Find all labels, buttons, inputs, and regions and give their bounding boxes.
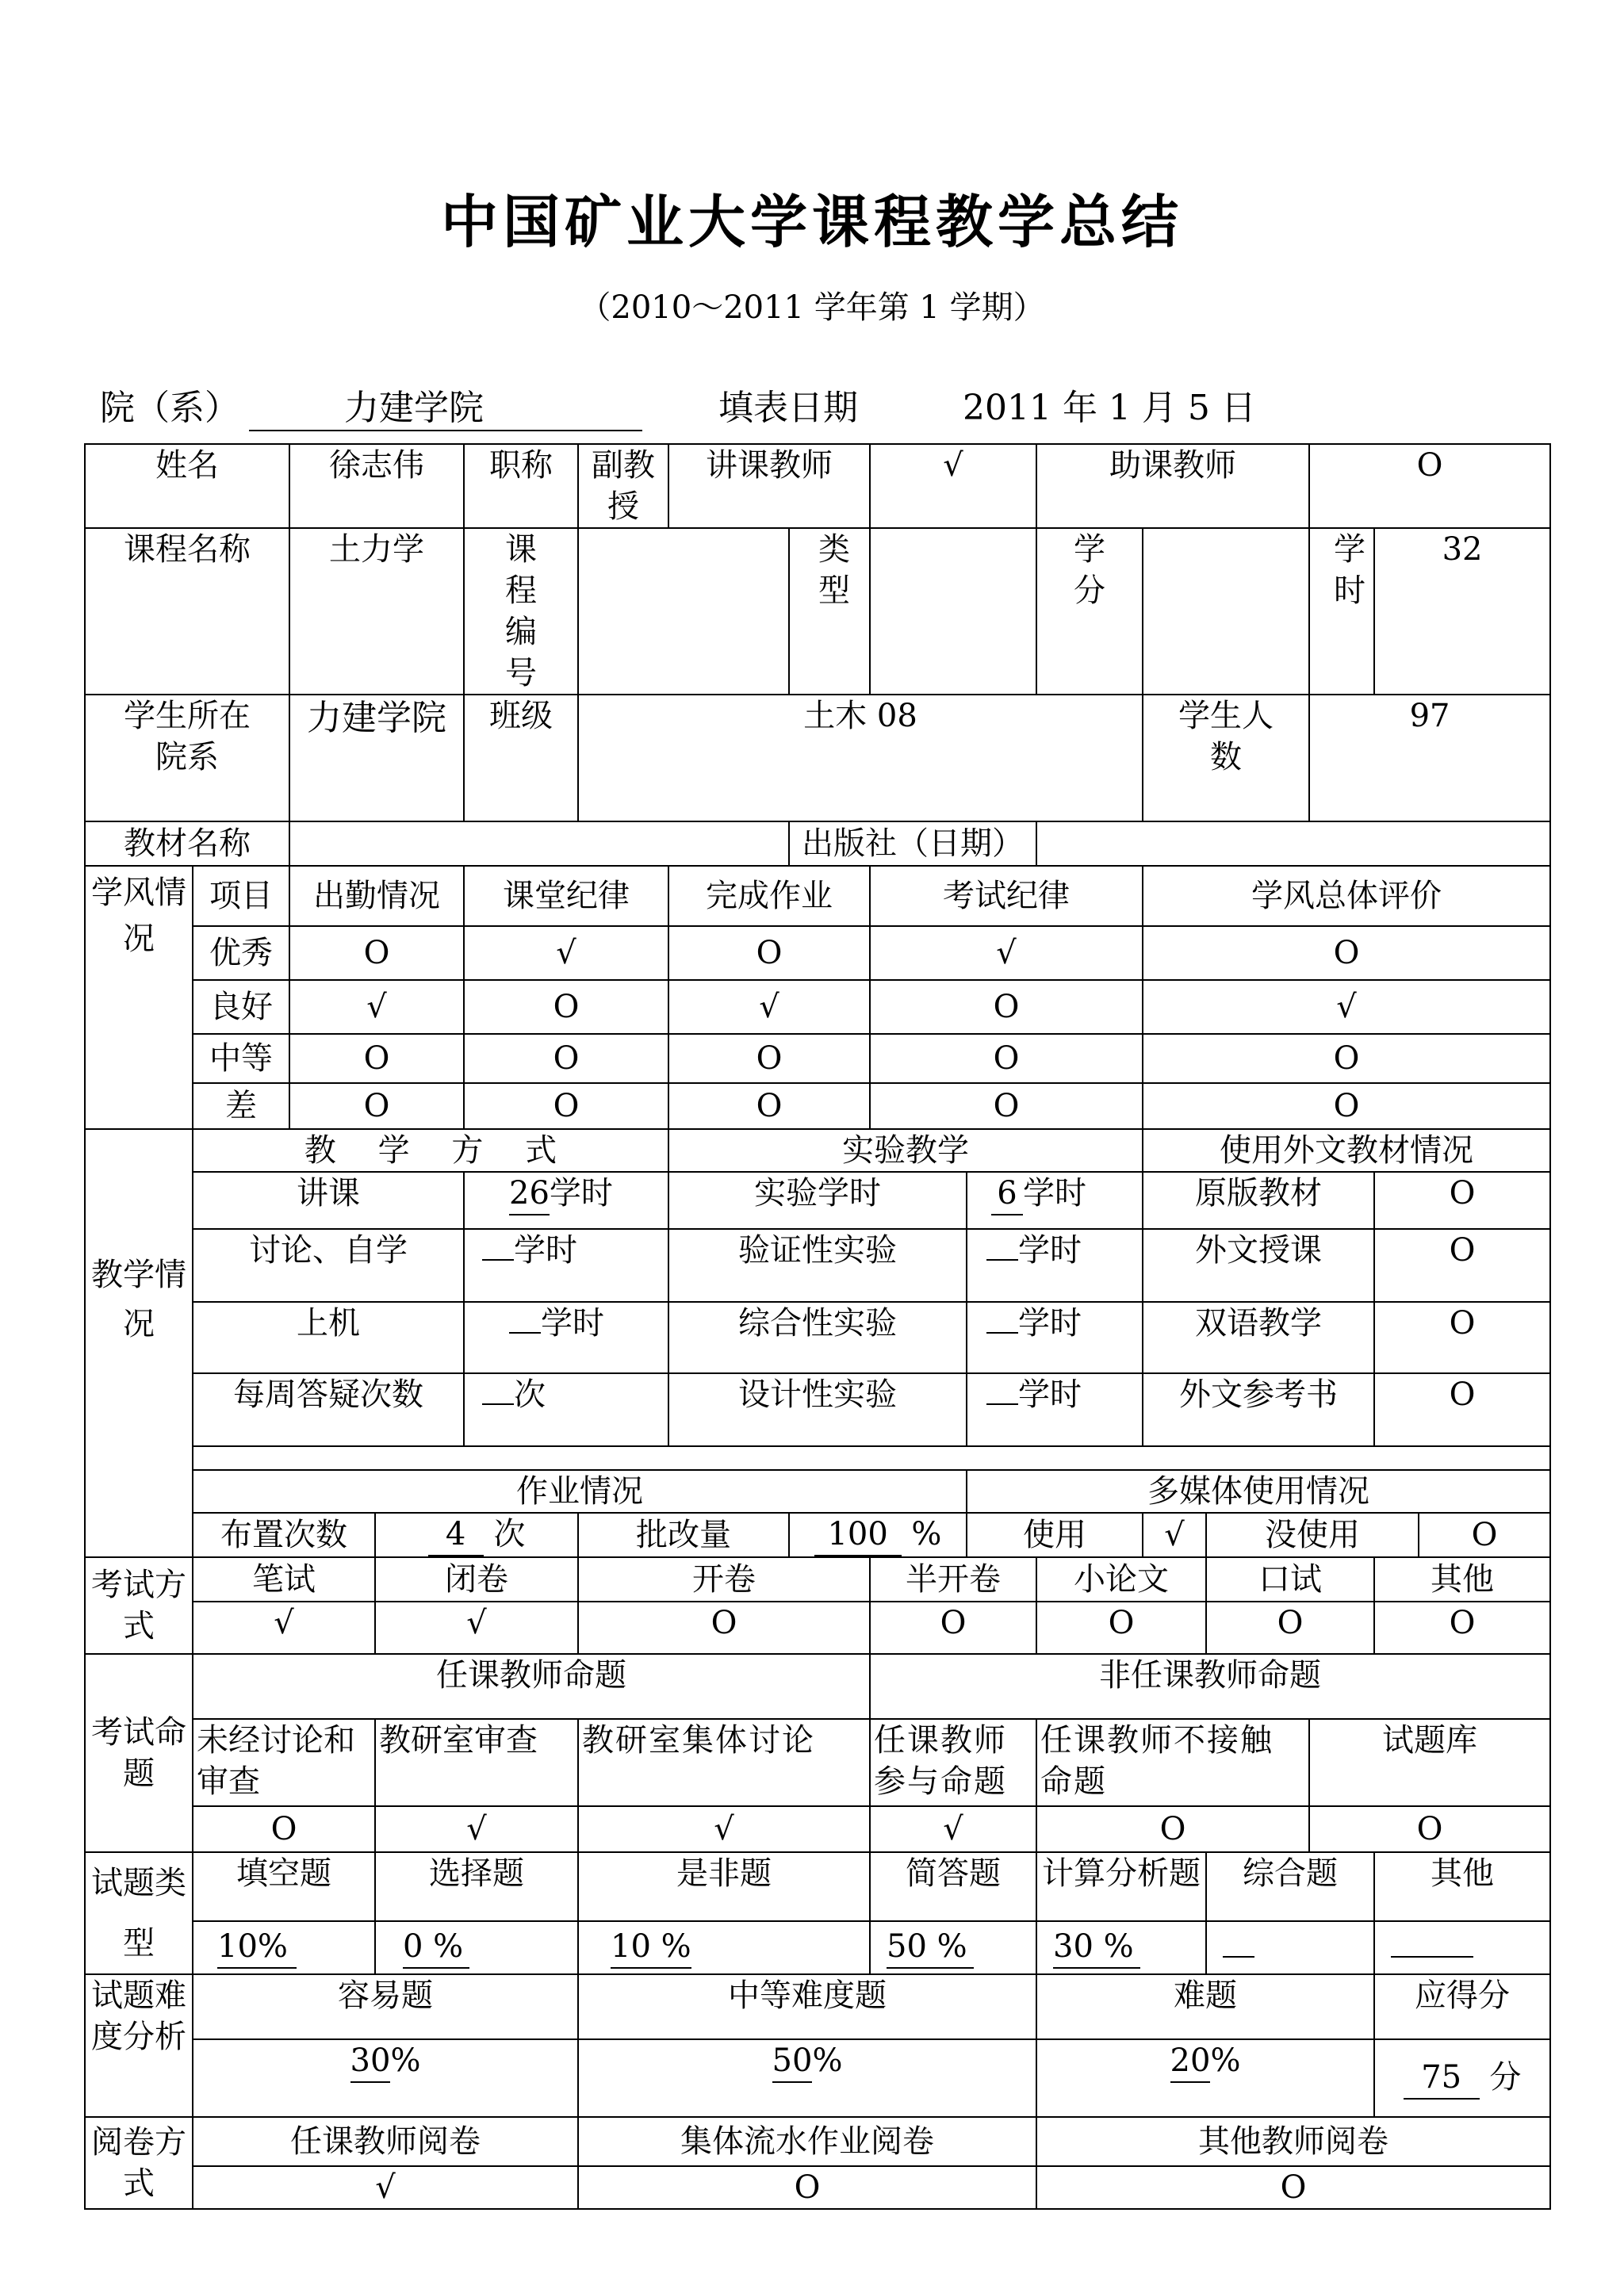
qa-times-field[interactable] — [464, 1373, 668, 1446]
times-unit: 次 — [514, 1376, 546, 1413]
times-unit: 次 — [493, 1516, 526, 1552]
student-count-value[interactable]: 97 — [1309, 695, 1550, 821]
style-header-discipline: 课堂纪律 — [464, 866, 668, 926]
bilingual-label: 双语教学 — [1143, 1302, 1374, 1373]
lab-hours-field[interactable] — [967, 1172, 1143, 1229]
question-type-value — [1223, 1956, 1254, 1958]
comprehensive-label: 综合性实验 — [668, 1302, 967, 1373]
not-use-mark[interactable]: O — [1419, 1513, 1550, 1557]
question-type: 简答题 — [870, 1852, 1036, 1921]
style-mark[interactable]: O — [1143, 1083, 1550, 1129]
foreign-lecture-label: 外文授课 — [1143, 1229, 1374, 1302]
style-row-label: 良好 — [193, 980, 289, 1034]
assign-count: 4 — [428, 1514, 484, 1556]
exam-prop-option: 任课教师不接触命题 — [1036, 1719, 1309, 1806]
expected-label: 应得分 — [1374, 1974, 1550, 2039]
course-name-label: 课程名称 — [85, 528, 289, 695]
qa-label: 每周答疑次数 — [193, 1373, 464, 1446]
style-mark[interactable]: O — [1143, 1034, 1550, 1083]
question-type: 综合题 — [1206, 1852, 1374, 1921]
semester-subtitle: （2010～2011 学年第 1 学期） — [579, 289, 1045, 326]
hours-unit: 学时 — [514, 1232, 577, 1269]
exam-method-mark[interactable]: O — [1374, 1602, 1550, 1654]
date-label: 填表日期 — [718, 388, 858, 428]
question-type-value: 10% — [217, 1926, 297, 1969]
exam-prop-option: 试题库 — [1309, 1719, 1550, 1806]
question-type: 是非题 — [578, 1852, 870, 1921]
foreign-reference-mark[interactable]: O — [1374, 1373, 1550, 1446]
exam-method-mark[interactable]: √ — [193, 1602, 375, 1654]
discussion-hours-field[interactable] — [464, 1229, 668, 1302]
exam-method-option: 笔试 — [193, 1557, 375, 1602]
grading-method-mark[interactable]: √ — [193, 2166, 578, 2209]
grading-label: 批改量 — [578, 1513, 789, 1557]
exam-method-mark[interactable]: √ — [375, 1602, 578, 1654]
design-hours-field[interactable] — [967, 1373, 1143, 1446]
hours-label: 学时 — [1309, 528, 1374, 695]
lab-header: 实验教学 — [668, 1129, 1143, 1172]
percent-unit: % — [1210, 2042, 1241, 2079]
question-type-value: 30 % — [1053, 1926, 1140, 1969]
style-mark[interactable]: O — [464, 1083, 668, 1129]
student-dept-value[interactable]: 力建学院 — [289, 695, 464, 821]
style-mark[interactable]: O — [668, 1083, 870, 1129]
lecturer-mark[interactable]: √ — [870, 444, 1036, 528]
question-type-value: 10 % — [611, 1926, 691, 1969]
question-type-value-field[interactable] — [1374, 1921, 1550, 1974]
grading-method-label: 阅卷方式 — [85, 2117, 193, 2209]
question-type: 其他 — [1374, 1852, 1550, 1921]
title-label: 职称 — [464, 444, 578, 528]
exam-prop-option: 任课教师参与命题 — [870, 1719, 1036, 1806]
style-mark[interactable]: O — [289, 1083, 464, 1129]
grading-method-option: 集体流水作业阅卷 — [578, 2117, 1036, 2166]
question-type-value — [1391, 1956, 1473, 1958]
question-type-value-field[interactable] — [1036, 1921, 1206, 1974]
lab-hours-label: 实验学时 — [668, 1172, 967, 1229]
verification-hours-field[interactable] — [967, 1229, 1143, 1302]
homework-header: 作业情况 — [193, 1470, 967, 1513]
date-value: 2011 年 1 月 5 日 — [963, 388, 1256, 428]
medium-value-field[interactable] — [578, 2039, 1036, 2117]
question-type: 选择题 — [375, 1852, 578, 1921]
assign-count-field[interactable] — [375, 1513, 578, 1557]
exam-method-mark[interactable]: O — [578, 1602, 870, 1654]
assistant-mark[interactable]: O — [1309, 444, 1550, 528]
expected-value: 75 — [1404, 2057, 1480, 2100]
hours-unit: 学时 — [1018, 1305, 1082, 1342]
question-type-value: 50 % — [887, 1926, 974, 1969]
exam-prop-mark[interactable]: O — [1309, 1806, 1550, 1852]
method-header: 教 学 方 式 — [193, 1129, 668, 1172]
foreign-lecture-mark[interactable]: O — [1374, 1229, 1550, 1302]
computer-label: 上机 — [193, 1302, 464, 1373]
hours-unit: 学时 — [549, 1175, 613, 1212]
question-type-value: 0 % — [403, 1926, 469, 1969]
exam-prop-option: 教研室集体讨论 — [578, 1719, 870, 1806]
spacer-row — [193, 1446, 1550, 1470]
style-mark[interactable]: O — [464, 980, 668, 1034]
exam-prop-option: 教研室审查 — [375, 1719, 578, 1806]
style-section-label: 学风情况 — [85, 866, 193, 1129]
name-label: 姓名 — [85, 444, 289, 528]
lecturer-label: 讲课教师 — [668, 444, 870, 528]
question-type-value-field[interactable] — [1206, 1921, 1374, 1974]
name-value[interactable]: 徐志伟 — [289, 444, 464, 528]
question-type-value-field[interactable] — [870, 1921, 1036, 1974]
percent-unit: % — [390, 2042, 421, 2079]
page-title: 中国矿业大学课程教学总结 — [440, 188, 1183, 255]
score-unit: 分 — [1489, 2059, 1522, 2096]
credit-label: 学分 — [1036, 528, 1143, 695]
student-dept-label: 学生所在院系 — [85, 695, 289, 821]
type-label: 类型 — [789, 528, 870, 695]
lab-hours: 6 — [991, 1173, 1023, 1215]
use-mark[interactable]: √ — [1143, 1513, 1206, 1557]
style-mark[interactable]: √ — [464, 926, 668, 980]
original-textbook-label: 原版教材 — [1143, 1172, 1374, 1229]
exam-prop-mark[interactable]: √ — [578, 1806, 870, 1852]
question-type-value-field[interactable] — [193, 1921, 375, 1974]
exam-method-mark[interactable]: O — [870, 1602, 1036, 1654]
style-header-item: 项目 — [193, 866, 289, 926]
textbook-value[interactable] — [289, 821, 789, 866]
exam-method-option: 其他 — [1374, 1557, 1550, 1602]
title-value[interactable]: 副教授 — [578, 444, 668, 528]
style-mark[interactable]: O — [464, 1034, 668, 1083]
exam-method-option: 口试 — [1206, 1557, 1374, 1602]
multimedia-header: 多媒体使用情况 — [967, 1470, 1550, 1513]
lecture-hours: 26 — [509, 1173, 550, 1215]
dept-field[interactable] — [249, 379, 642, 431]
exam-method-option: 闭卷 — [375, 1557, 578, 1602]
dept-label: 院（系） — [100, 388, 239, 428]
exam-prop-mark[interactable]: √ — [375, 1806, 578, 1852]
hard-value-field[interactable] — [1036, 2039, 1374, 2117]
course-name-value[interactable]: 土力学 — [289, 528, 464, 695]
question-type-value-field[interactable] — [375, 1921, 578, 1974]
style-header-homework: 完成作业 — [668, 866, 870, 926]
style-mark[interactable]: O — [1143, 926, 1550, 980]
hard-value: 20 — [1170, 2040, 1211, 2083]
style-row-label: 差 — [193, 1083, 289, 1129]
verification-label: 验证性实验 — [668, 1229, 967, 1302]
style-row-label: 优秀 — [193, 926, 289, 980]
not-use-label: 没使用 — [1206, 1513, 1419, 1557]
exam-prop-mark[interactable]: √ — [870, 1806, 1036, 1852]
type-value[interactable] — [870, 528, 1036, 695]
original-textbook-mark[interactable]: O — [1374, 1172, 1550, 1229]
easy-value-field[interactable] — [193, 2039, 578, 2117]
percent-unit: % — [812, 2042, 843, 2079]
comprehensive-hours-field[interactable] — [967, 1302, 1143, 1373]
style-mark[interactable]: √ — [1143, 980, 1550, 1034]
grading-method-mark[interactable]: O — [1036, 2166, 1550, 2209]
easy-label: 容易题 — [193, 1974, 578, 2039]
style-row-label: 中等 — [193, 1034, 289, 1083]
percent-unit: % — [911, 1516, 942, 1552]
style-header-exam-discipline: 考试纪律 — [870, 866, 1143, 926]
exam-prop-mark[interactable]: O — [193, 1806, 375, 1852]
discussion-label: 讨论、自学 — [193, 1229, 464, 1302]
hours-unit: 学时 — [1023, 1175, 1086, 1212]
course-code-label: 课程编号 — [464, 528, 578, 695]
grading-value: 100 — [814, 1514, 902, 1556]
grading-field[interactable] — [789, 1513, 967, 1557]
design-label: 设计性实验 — [668, 1373, 967, 1446]
exam-prop-label: 考试命题 — [85, 1654, 193, 1852]
style-mark[interactable]: O — [289, 926, 464, 980]
style-mark[interactable]: √ — [668, 980, 870, 1034]
hours-value[interactable]: 32 — [1374, 528, 1550, 695]
difficulty-label: 试题难度分析 — [85, 1974, 193, 2117]
easy-value: 30 — [350, 2040, 391, 2083]
nonteacher-prop-header: 非任课教师命题 — [870, 1654, 1550, 1719]
publisher-value[interactable] — [1036, 821, 1550, 866]
hours-unit: 学时 — [1018, 1232, 1082, 1269]
computer-hours-field[interactable] — [464, 1302, 668, 1373]
assistant-label: 助课教师 — [1036, 444, 1309, 528]
question-types-label: 试题类型 — [85, 1852, 193, 1974]
style-header-overall: 学风总体评价 — [1143, 866, 1550, 926]
lecture-hours-field[interactable] — [464, 1172, 668, 1229]
exam-method-option: 开卷 — [578, 1557, 870, 1602]
medium-value: 50 — [772, 2040, 813, 2083]
exam-prop-option: 未经讨论和审查 — [193, 1719, 375, 1806]
exam-prop-mark[interactable]: O — [1036, 1806, 1309, 1852]
foreign-reference-label: 外文参考书 — [1143, 1373, 1374, 1446]
expected-value-field[interactable] — [1374, 2039, 1550, 2117]
class-label: 班级 — [464, 695, 578, 821]
style-mark[interactable]: O — [289, 1034, 464, 1083]
style-mark[interactable]: √ — [289, 980, 464, 1034]
exam-method-label: 考试方式 — [85, 1557, 193, 1654]
style-header-attendance: 出勤情况 — [289, 866, 464, 926]
style-mark[interactable]: O — [668, 926, 870, 980]
textbook-label: 教材名称 — [85, 821, 289, 866]
hard-label: 难题 — [1036, 1974, 1374, 2039]
teaching-section-label: 教学情况 — [85, 1129, 193, 1557]
style-mark[interactable]: O — [870, 980, 1143, 1034]
summary-table — [84, 443, 1551, 2210]
exam-method-mark[interactable]: O — [1036, 1602, 1206, 1654]
credit-value[interactable] — [1143, 528, 1309, 695]
style-mark[interactable]: O — [870, 1083, 1143, 1129]
bilingual-mark[interactable]: O — [1374, 1302, 1550, 1373]
publisher-label: 出版社（日期） — [789, 821, 1036, 866]
grading-method-option: 其他教师阅卷 — [1036, 2117, 1550, 2166]
grading-method-option: 任课教师阅卷 — [193, 2117, 578, 2166]
grading-method-mark[interactable]: O — [578, 2166, 1036, 2209]
hours-unit: 学时 — [541, 1305, 604, 1342]
style-mark[interactable]: O — [870, 1034, 1143, 1083]
teacher-prop-header: 任课教师命题 — [193, 1654, 870, 1719]
question-type: 填空题 — [193, 1852, 375, 1921]
question-type: 计算分析题 — [1036, 1852, 1206, 1921]
exam-method-mark[interactable]: O — [1206, 1602, 1374, 1654]
assign-count-label: 布置次数 — [193, 1513, 375, 1557]
style-mark[interactable]: √ — [870, 926, 1143, 980]
exam-method-option: 小论文 — [1036, 1557, 1206, 1602]
course-code-value[interactable] — [578, 528, 789, 695]
student-count-label: 学生人数 — [1143, 695, 1309, 821]
hours-unit: 学时 — [1018, 1376, 1082, 1413]
class-value[interactable]: 土木 08 — [578, 695, 1143, 821]
lecture-label: 讲课 — [193, 1172, 464, 1229]
medium-label: 中等难度题 — [578, 1974, 1036, 2039]
foreign-header: 使用外文教材情况 — [1143, 1129, 1550, 1172]
question-type-value-field[interactable] — [578, 1921, 870, 1974]
exam-method-option: 半开卷 — [870, 1557, 1036, 1602]
use-label: 使用 — [967, 1513, 1143, 1557]
style-mark[interactable]: O — [668, 1034, 870, 1083]
dept-value: 力建学院 — [344, 388, 484, 428]
